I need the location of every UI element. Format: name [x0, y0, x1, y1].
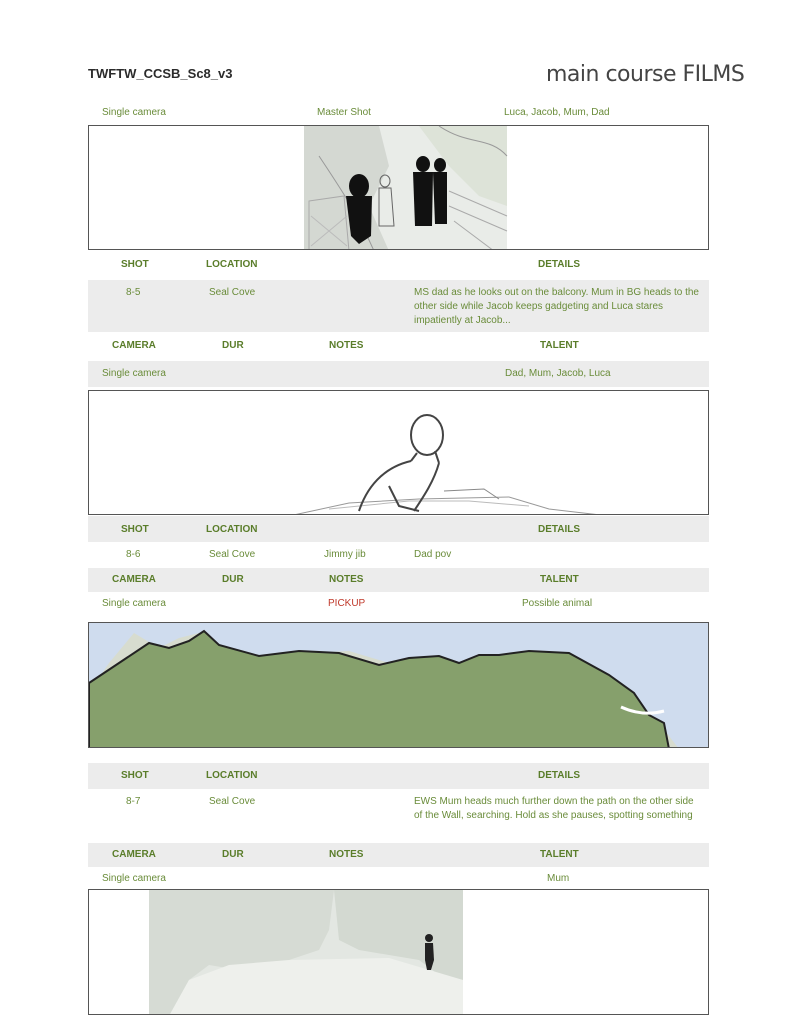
details-header: DETAILS [538, 770, 581, 781]
shot-number: 8-7 [126, 796, 141, 807]
shot-header: SHOT [121, 524, 149, 535]
camera-row-bg [88, 361, 709, 387]
talent-value: Possible animal [522, 598, 593, 609]
location-header: LOCATION [206, 524, 258, 535]
notes-inline-value: Jimmy jib [324, 549, 366, 560]
camera-header-bg [88, 568, 709, 592]
frame-3-landscape [89, 623, 709, 748]
details-header: DETAILS [538, 259, 581, 270]
notes-header: NOTES [329, 340, 364, 351]
pickup-note: PICKUP [328, 598, 366, 609]
camera-header: CAMERA [112, 340, 156, 351]
talent-header: TALENT [540, 849, 579, 860]
storyboard-frame-4 [88, 889, 709, 1015]
details-text: MS dad as he looks out on the balcony. Mum in BG heads to the other side while Jacob keeps gadgeting and Luca stares impatiently at Jacob... [414, 287, 699, 326]
location-value: Seal Cove [209, 796, 256, 807]
frame-1-sketch [89, 126, 709, 250]
shot-header: SHOT [121, 259, 149, 270]
camera-value: Single camera [102, 368, 166, 379]
talent-value: Mum [547, 873, 570, 884]
notes-header: NOTES [329, 849, 364, 860]
details-text: Dad pov [414, 549, 452, 560]
camera-header: CAMERA [112, 849, 156, 860]
camera-value: Single camera [102, 598, 166, 609]
location-value: Seal Cove [209, 287, 256, 298]
notes-value: Master Shot [317, 107, 371, 118]
shot-number: 8-5 [126, 287, 141, 298]
frame-4-sketch [89, 890, 709, 1015]
details-header: DETAILS [538, 524, 581, 535]
talent-value: Dad, Mum, Jacob, Luca [505, 368, 611, 379]
shot-header-bg [88, 516, 709, 542]
details-text: EWS Mum heads much further down the path on the other side of the Wall, searching. Hold as she pauses, spotting something [414, 796, 694, 821]
dur-header: DUR [222, 574, 244, 585]
shot-header-bg [88, 763, 709, 789]
camera-value: Single camera [102, 873, 166, 884]
dur-header: DUR [222, 340, 244, 351]
storyboard-frame-2 [88, 390, 709, 515]
brand-logo: main course FILMS [546, 62, 745, 87]
camera-value: Single camera [102, 107, 166, 118]
document-id: TWFTW_CCSB_Sc8_v3 [88, 66, 233, 81]
location-header: LOCATION [206, 259, 258, 270]
location-header: LOCATION [206, 770, 258, 781]
talent-header: TALENT [540, 340, 579, 351]
frame-2-sketch [89, 391, 709, 515]
talent-value: Luca, Jacob, Mum, Dad [504, 107, 610, 118]
storyboard-frame-1 [88, 125, 709, 250]
talent-header: TALENT [540, 574, 579, 585]
notes-header: NOTES [329, 574, 364, 585]
dur-header: DUR [222, 849, 244, 860]
location-value: Seal Cove [209, 549, 256, 560]
camera-header: CAMERA [112, 574, 156, 585]
storyboard-frame-3 [88, 622, 709, 748]
shot-header: SHOT [121, 770, 149, 781]
camera-header-bg [88, 843, 709, 867]
shot-number: 8-6 [126, 549, 141, 560]
